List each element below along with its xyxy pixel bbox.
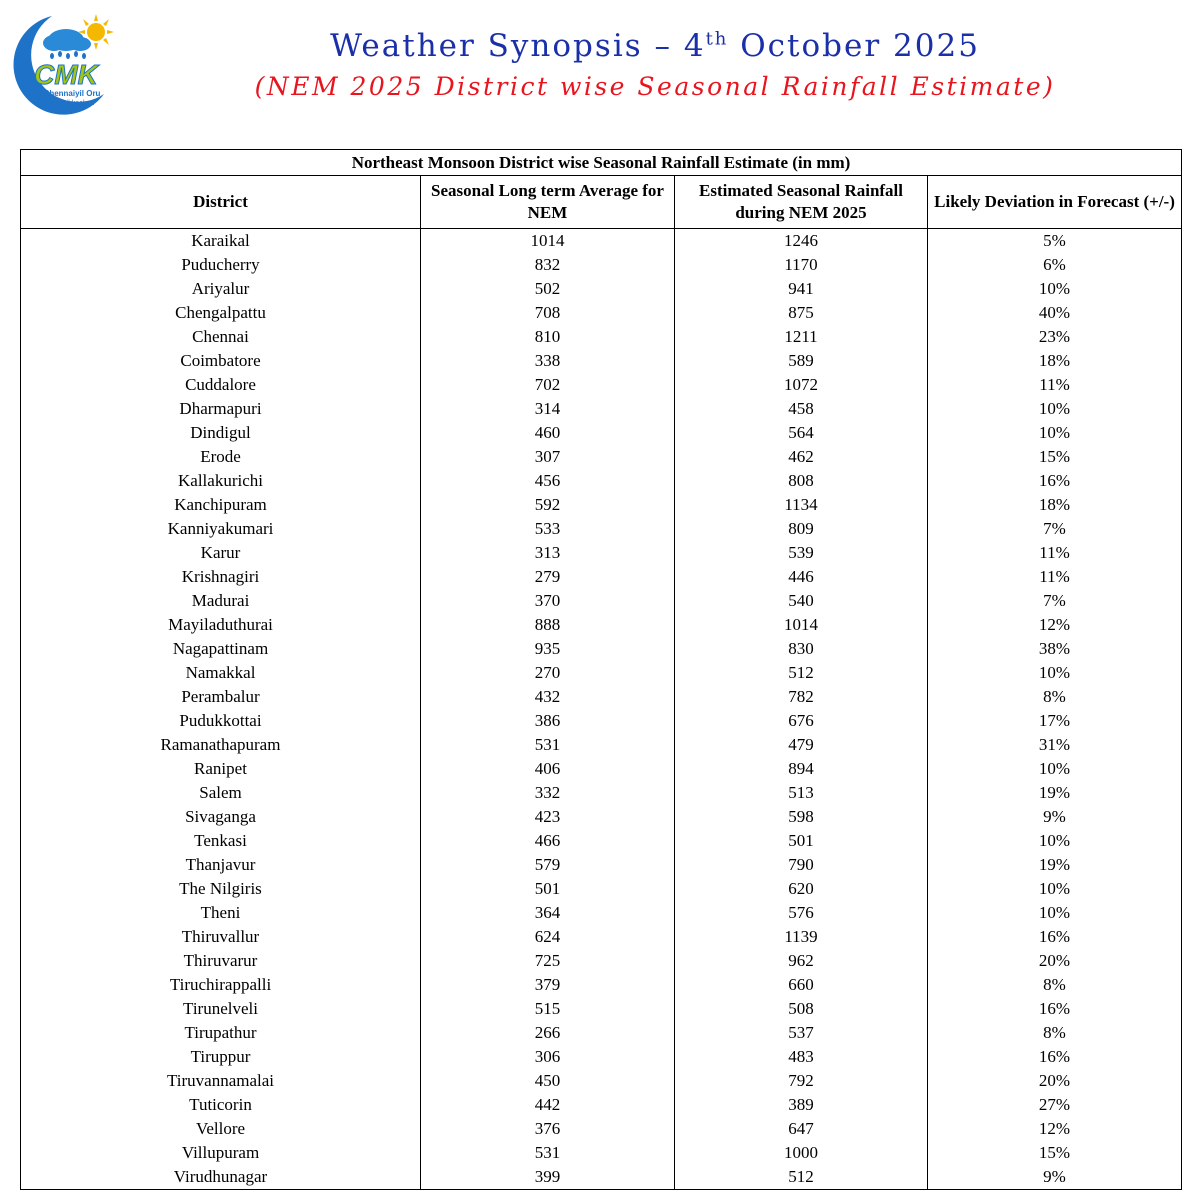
- page-title: [150, 28, 1160, 64]
- district-cell: Perambalur: [21, 685, 421, 709]
- district-cell: Coimbatore: [21, 349, 421, 373]
- table-row: [21, 1069, 1182, 1093]
- district-cell: Tirupathur: [21, 1021, 421, 1045]
- long-term-average-cell: 579: [421, 853, 675, 877]
- estimated-rainfall-cell: 1072: [675, 373, 928, 397]
- deviation-cell: 15%: [928, 445, 1182, 469]
- deviation-cell: 12%: [928, 1117, 1182, 1141]
- table-row: [21, 229, 1182, 254]
- estimated-rainfall-cell: 458: [675, 397, 928, 421]
- table-caption: Northeast Monsoon District wise Seasonal Rainfall Estimate (in mm): [21, 150, 1182, 176]
- long-term-average-cell: 423: [421, 805, 675, 829]
- table-row: [21, 1117, 1182, 1141]
- long-term-average-cell: 531: [421, 733, 675, 757]
- table-row: [21, 493, 1182, 517]
- district-cell: Nagapattinam: [21, 637, 421, 661]
- estimated-rainfall-cell: 598: [675, 805, 928, 829]
- table-caption-row: [21, 150, 1182, 176]
- deviation-cell: 9%: [928, 805, 1182, 829]
- district-cell: Thiruvarur: [21, 949, 421, 973]
- table-row: [21, 781, 1182, 805]
- long-term-average-cell: 307: [421, 445, 675, 469]
- deviation-cell: 10%: [928, 277, 1182, 301]
- long-term-average-cell: 379: [421, 973, 675, 997]
- deviation-cell: 10%: [928, 757, 1182, 781]
- deviation-cell: 27%: [928, 1093, 1182, 1117]
- long-term-average-cell: 708: [421, 301, 675, 325]
- table-row: [21, 877, 1182, 901]
- deviation-cell: 8%: [928, 685, 1182, 709]
- estimated-rainfall-cell: 479: [675, 733, 928, 757]
- long-term-average-cell: 399: [421, 1165, 675, 1190]
- long-term-average-cell: 270: [421, 661, 675, 685]
- deviation-cell: 10%: [928, 877, 1182, 901]
- estimated-rainfall-cell: 513: [675, 781, 928, 805]
- deviation-cell: 16%: [928, 997, 1182, 1021]
- district-cell: Ariyalur: [21, 277, 421, 301]
- estimated-rainfall-cell: 537: [675, 1021, 928, 1045]
- estimated-rainfall-cell: 620: [675, 877, 928, 901]
- estimated-rainfall-cell: 808: [675, 469, 928, 493]
- table-row: [21, 661, 1182, 685]
- deviation-cell: 10%: [928, 901, 1182, 925]
- district-cell: Virudhunagar: [21, 1165, 421, 1190]
- deviation-cell: 16%: [928, 469, 1182, 493]
- table-row: [21, 445, 1182, 469]
- district-cell: Chennai: [21, 325, 421, 349]
- estimated-rainfall-cell: 782: [675, 685, 928, 709]
- table-row: [21, 1045, 1182, 1069]
- table-row: [21, 637, 1182, 661]
- estimated-rainfall-cell: 446: [675, 565, 928, 589]
- deviation-cell: 8%: [928, 1021, 1182, 1045]
- district-cell: Chengalpattu: [21, 301, 421, 325]
- district-cell: Tiruvannamalai: [21, 1069, 421, 1093]
- estimated-rainfall-cell: 540: [675, 589, 928, 613]
- deviation-cell: 10%: [928, 397, 1182, 421]
- long-term-average-cell: 266: [421, 1021, 675, 1045]
- district-cell: Dindigul: [21, 421, 421, 445]
- district-cell: Puducherry: [21, 253, 421, 277]
- long-term-average-cell: 406: [421, 757, 675, 781]
- long-term-average-cell: 725: [421, 949, 675, 973]
- long-term-average-cell: 592: [421, 493, 675, 517]
- long-term-average-cell: 810: [421, 325, 675, 349]
- estimated-rainfall-cell: 564: [675, 421, 928, 445]
- long-term-average-cell: 935: [421, 637, 675, 661]
- title-prefix: Weather Synopsis – 4: [330, 28, 706, 64]
- estimated-rainfall-cell: 1014: [675, 613, 928, 637]
- estimated-rainfall-cell: 512: [675, 1165, 928, 1190]
- long-term-average-cell: 624: [421, 925, 675, 949]
- deviation-cell: 19%: [928, 853, 1182, 877]
- table-row: [21, 1093, 1182, 1117]
- district-cell: Kanniyakumari: [21, 517, 421, 541]
- long-term-average-cell: 370: [421, 589, 675, 613]
- long-term-average-cell: 531: [421, 1141, 675, 1165]
- deviation-cell: 16%: [928, 925, 1182, 949]
- column-header-estimated-rainfall: Estimated Seasonal Rainfall during NEM 2025: [675, 176, 928, 229]
- table-row: [21, 757, 1182, 781]
- long-term-average-cell: 338: [421, 349, 675, 373]
- long-term-average-cell: 533: [421, 517, 675, 541]
- estimated-rainfall-cell: 962: [675, 949, 928, 973]
- deviation-cell: 15%: [928, 1141, 1182, 1165]
- district-cell: Ramanathapuram: [21, 733, 421, 757]
- long-term-average-cell: 386: [421, 709, 675, 733]
- table-row: [21, 589, 1182, 613]
- deviation-cell: 12%: [928, 613, 1182, 637]
- district-cell: Kallakurichi: [21, 469, 421, 493]
- long-term-average-cell: 332: [421, 781, 675, 805]
- long-term-average-cell: 376: [421, 1117, 675, 1141]
- estimated-rainfall-cell: 1170: [675, 253, 928, 277]
- estimated-rainfall-cell: 508: [675, 997, 928, 1021]
- district-cell: Erode: [21, 445, 421, 469]
- deviation-cell: 7%: [928, 517, 1182, 541]
- district-cell: Madurai: [21, 589, 421, 613]
- estimated-rainfall-cell: 809: [675, 517, 928, 541]
- long-term-average-cell: 501: [421, 877, 675, 901]
- deviation-cell: 11%: [928, 373, 1182, 397]
- estimated-rainfall-cell: 576: [675, 901, 928, 925]
- estimated-rainfall-cell: 512: [675, 661, 928, 685]
- deviation-cell: 11%: [928, 541, 1182, 565]
- deviation-cell: 8%: [928, 973, 1182, 997]
- table-row: [21, 325, 1182, 349]
- table-row: [21, 973, 1182, 997]
- estimated-rainfall-cell: 389: [675, 1093, 928, 1117]
- deviation-cell: 7%: [928, 589, 1182, 613]
- table-body: [21, 229, 1182, 1190]
- table-row: [21, 613, 1182, 637]
- estimated-rainfall-cell: 1246: [675, 229, 928, 254]
- estimated-rainfall-cell: 676: [675, 709, 928, 733]
- deviation-cell: 16%: [928, 1045, 1182, 1069]
- district-cell: Vellore: [21, 1117, 421, 1141]
- column-header-district: District: [21, 176, 421, 229]
- district-cell: Ranipet: [21, 757, 421, 781]
- deviation-cell: 5%: [928, 229, 1182, 254]
- page-subtitle: (NEM 2025 District wise Seasonal Rainfall Estimate): [254, 72, 1056, 101]
- district-cell: Thanjavur: [21, 853, 421, 877]
- long-term-average-cell: 313: [421, 541, 675, 565]
- deviation-cell: 23%: [928, 325, 1182, 349]
- title-suffix: October 2025: [728, 28, 980, 64]
- estimated-rainfall-cell: 483: [675, 1045, 928, 1069]
- table-row: [21, 733, 1182, 757]
- district-cell: Villupuram: [21, 1141, 421, 1165]
- deviation-cell: 10%: [928, 661, 1182, 685]
- table-row: [21, 685, 1182, 709]
- district-cell: Dharmapuri: [21, 397, 421, 421]
- estimated-rainfall-cell: 1134: [675, 493, 928, 517]
- estimated-rainfall-cell: 875: [675, 301, 928, 325]
- column-header-deviation: Likely Deviation in Forecast (+/-): [928, 176, 1182, 229]
- table-row: [21, 469, 1182, 493]
- district-cell: Cuddalore: [21, 373, 421, 397]
- deviation-cell: 10%: [928, 829, 1182, 853]
- long-term-average-cell: 466: [421, 829, 675, 853]
- district-cell: Karaikal: [21, 229, 421, 254]
- estimated-rainfall-cell: 1139: [675, 925, 928, 949]
- deviation-cell: 40%: [928, 301, 1182, 325]
- table-row: [21, 1141, 1182, 1165]
- estimated-rainfall-cell: 792: [675, 1069, 928, 1093]
- deviation-cell: 9%: [928, 1165, 1182, 1190]
- table-row: [21, 541, 1182, 565]
- estimated-rainfall-cell: 660: [675, 973, 928, 997]
- deviation-cell: 11%: [928, 565, 1182, 589]
- long-term-average-cell: 460: [421, 421, 675, 445]
- table-row: [21, 925, 1182, 949]
- table-row: [21, 517, 1182, 541]
- column-header-long-term-average: Seasonal Long term Average for NEM: [421, 176, 675, 229]
- deviation-cell: 19%: [928, 781, 1182, 805]
- table-row: [21, 253, 1182, 277]
- estimated-rainfall-cell: 501: [675, 829, 928, 853]
- long-term-average-cell: 450: [421, 1069, 675, 1093]
- long-term-average-cell: 502: [421, 277, 675, 301]
- estimated-rainfall-cell: 589: [675, 349, 928, 373]
- deviation-cell: 18%: [928, 349, 1182, 373]
- district-cell: Mayiladuthurai: [21, 613, 421, 637]
- table-row: [21, 853, 1182, 877]
- table-row: [21, 805, 1182, 829]
- svg-text:CMK: CMK: [34, 59, 98, 90]
- table-row: [21, 709, 1182, 733]
- district-cell: Tiruppur: [21, 1045, 421, 1069]
- long-term-average-cell: 314: [421, 397, 675, 421]
- district-cell: Tirunelveli: [21, 997, 421, 1021]
- svg-text:Mazhaikkaalam: Mazhaikkaalam: [45, 100, 95, 107]
- table-row: [21, 421, 1182, 445]
- district-cell: The Nilgiris: [21, 877, 421, 901]
- district-cell: Namakkal: [21, 661, 421, 685]
- district-cell: Sivaganga: [21, 805, 421, 829]
- table-row: [21, 997, 1182, 1021]
- deviation-cell: 20%: [928, 949, 1182, 973]
- table-row: [21, 565, 1182, 589]
- deviation-cell: 17%: [928, 709, 1182, 733]
- rainfall-table: [20, 149, 1182, 1190]
- estimated-rainfall-cell: 894: [675, 757, 928, 781]
- deviation-cell: 20%: [928, 1069, 1182, 1093]
- title-ordinal: th: [705, 28, 729, 50]
- long-term-average-cell: 702: [421, 373, 675, 397]
- district-cell: Pudukkottai: [21, 709, 421, 733]
- long-term-average-cell: 456: [421, 469, 675, 493]
- deviation-cell: 31%: [928, 733, 1182, 757]
- long-term-average-cell: 442: [421, 1093, 675, 1117]
- table-row: [21, 301, 1182, 325]
- table-row: [21, 1165, 1182, 1190]
- estimated-rainfall-cell: 647: [675, 1117, 928, 1141]
- district-cell: Thiruvallur: [21, 925, 421, 949]
- table-row: [21, 349, 1182, 373]
- table-row: [21, 829, 1182, 853]
- table-row: [21, 901, 1182, 925]
- long-term-average-cell: 888: [421, 613, 675, 637]
- district-cell: Tuticorin: [21, 1093, 421, 1117]
- long-term-average-cell: 1014: [421, 229, 675, 254]
- long-term-average-cell: 306: [421, 1045, 675, 1069]
- estimated-rainfall-cell: 790: [675, 853, 928, 877]
- district-cell: Kanchipuram: [21, 493, 421, 517]
- estimated-rainfall-cell: 941: [675, 277, 928, 301]
- deviation-cell: 38%: [928, 637, 1182, 661]
- table-row: [21, 949, 1182, 973]
- table-row: [21, 1021, 1182, 1045]
- district-cell: Tenkasi: [21, 829, 421, 853]
- table-header-row: [21, 176, 1182, 229]
- long-term-average-cell: 279: [421, 565, 675, 589]
- estimated-rainfall-cell: 462: [675, 445, 928, 469]
- deviation-cell: 18%: [928, 493, 1182, 517]
- district-cell: Karur: [21, 541, 421, 565]
- table-row: [21, 277, 1182, 301]
- long-term-average-cell: 432: [421, 685, 675, 709]
- long-term-average-cell: 364: [421, 901, 675, 925]
- district-cell: Krishnagiri: [21, 565, 421, 589]
- district-cell: Salem: [21, 781, 421, 805]
- deviation-cell: 10%: [928, 421, 1182, 445]
- estimated-rainfall-cell: 1000: [675, 1141, 928, 1165]
- table-row: [21, 373, 1182, 397]
- long-term-average-cell: 515: [421, 997, 675, 1021]
- district-cell: Theni: [21, 901, 421, 925]
- long-term-average-cell: 832: [421, 253, 675, 277]
- district-cell: Tiruchirappalli: [21, 973, 421, 997]
- estimated-rainfall-cell: 539: [675, 541, 928, 565]
- deviation-cell: 6%: [928, 253, 1182, 277]
- estimated-rainfall-cell: 1211: [675, 325, 928, 349]
- svg-text:Chennaiyil Oru: Chennaiyil Oru: [43, 89, 101, 98]
- cmk-logo: [0, 8, 120, 120]
- estimated-rainfall-cell: 830: [675, 637, 928, 661]
- table-row: [21, 397, 1182, 421]
